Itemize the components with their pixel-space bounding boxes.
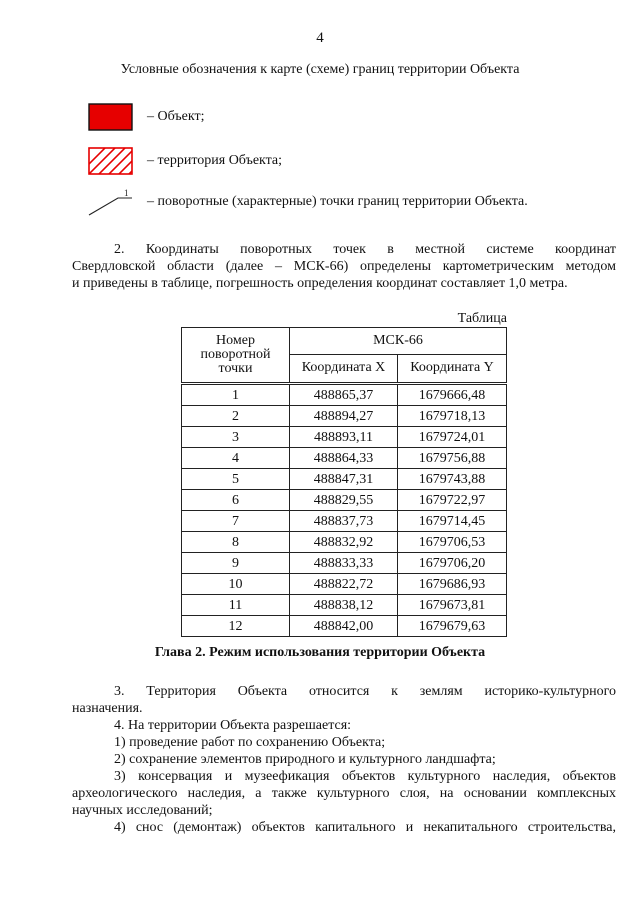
paragraph-3-line-2: назначения. bbox=[72, 701, 143, 716]
cell-coordinate-x: 488832,92 bbox=[290, 532, 398, 553]
table-row bbox=[182, 595, 507, 616]
turning-point-line-icon bbox=[88, 188, 133, 216]
cell-coordinate-x: 488833,33 bbox=[290, 553, 398, 574]
legend-item-object bbox=[88, 101, 204, 133]
coordinates-table bbox=[181, 327, 507, 637]
cell-point-number: 5 bbox=[182, 469, 290, 490]
table-row bbox=[182, 553, 507, 574]
column-group-header-msk66: МСК-66 bbox=[290, 328, 507, 355]
list-item-3-line-3: научных исследований; bbox=[72, 803, 213, 818]
legend-item-territory bbox=[88, 145, 282, 177]
cell-coordinate-y: 1679724,01 bbox=[398, 427, 507, 448]
table-row bbox=[182, 532, 507, 553]
point-number-label: 1 bbox=[124, 188, 129, 198]
column-header-y: Координата Y bbox=[398, 354, 507, 383]
table-row bbox=[182, 490, 507, 511]
chapter-title: Глава 2. Режим использования территории Объекта bbox=[154, 645, 486, 660]
cell-point-number: 8 bbox=[182, 532, 290, 553]
cell-coordinate-x: 488842,00 bbox=[290, 616, 398, 637]
column-header-x: Координата X bbox=[290, 354, 398, 383]
cell-coordinate-y: 1679686,93 bbox=[398, 574, 507, 595]
cell-coordinate-y: 1679718,13 bbox=[398, 406, 507, 427]
paragraph-3-line-1: 3. Территория Объекта относится к землям историко-культурного bbox=[114, 684, 616, 699]
table-row bbox=[182, 574, 507, 595]
cell-coordinate-y: 1679756,88 bbox=[398, 448, 507, 469]
cell-point-number: 1 bbox=[182, 384, 290, 406]
cell-coordinate-x: 488847,31 bbox=[290, 469, 398, 490]
cell-coordinate-y: 1679679,63 bbox=[398, 616, 507, 637]
cell-point-number: 3 bbox=[182, 427, 290, 448]
table-row bbox=[182, 406, 507, 427]
table-row bbox=[182, 616, 507, 637]
table-row bbox=[182, 384, 507, 406]
cell-coordinate-x: 488864,33 bbox=[290, 448, 398, 469]
territory-hatch-icon bbox=[88, 147, 133, 175]
page-number: 4 bbox=[316, 30, 324, 46]
list-item-2: 2) сохранение элементов природного и культурного ландшафта; bbox=[114, 752, 496, 767]
legend-label-object: – Объект; bbox=[147, 109, 205, 124]
cell-coordinate-y: 1679743,88 bbox=[398, 469, 507, 490]
legend-label-territory: – территория Объекта; bbox=[147, 153, 283, 168]
paragraph-2-line-3: и приведены в таблице, погрешность определения координат составляет 1,0 метра. bbox=[72, 276, 568, 291]
cell-point-number: 9 bbox=[182, 553, 290, 574]
cell-coordinate-y: 1679666,48 bbox=[398, 384, 507, 406]
cell-point-number: 7 bbox=[182, 511, 290, 532]
table-row bbox=[182, 469, 507, 490]
table-row bbox=[182, 427, 507, 448]
table-body bbox=[182, 384, 507, 637]
cell-coordinate-x: 488894,27 bbox=[290, 406, 398, 427]
object-symbol-icon bbox=[88, 103, 133, 131]
cell-coordinate-x: 488822,72 bbox=[290, 574, 398, 595]
paragraph-4: 4. На территории Объекта разрешается: bbox=[114, 718, 352, 733]
paragraph-2-line-1: 2. Координаты поворотных точек в местной системе координат bbox=[114, 242, 616, 257]
legend-title: Условные обозначения к карте (схеме) границ территории Объекта bbox=[120, 62, 520, 77]
list-item-4: 4) снос (демонтаж) объектов капитального и некапитального строительства, bbox=[114, 820, 616, 835]
list-item-3-line-2: археологического наследия, а также культурного слоя, на основании комплексных bbox=[72, 786, 616, 801]
cell-point-number: 6 bbox=[182, 490, 290, 511]
cell-coordinate-x: 488865,37 bbox=[290, 384, 398, 406]
cell-coordinate-x: 488893,11 bbox=[290, 427, 398, 448]
list-item-3-line-1: 3) консервация и музеефикация объектов культурного наследия, объектов bbox=[114, 769, 616, 784]
cell-point-number: 4 bbox=[182, 448, 290, 469]
cell-coordinate-x: 488829,55 bbox=[290, 490, 398, 511]
cell-point-number: 11 bbox=[182, 595, 290, 616]
cell-coordinate-y: 1679722,97 bbox=[398, 490, 507, 511]
table-row bbox=[182, 511, 507, 532]
legend-label-points: – поворотные (характерные) точки границ территории Объекта. bbox=[147, 194, 528, 209]
cell-coordinate-y: 1679673,81 bbox=[398, 595, 507, 616]
cell-coordinate-x: 488837,73 bbox=[290, 511, 398, 532]
cell-coordinate-y: 1679706,20 bbox=[398, 553, 507, 574]
column-header-point-number: Номер поворотной точки bbox=[182, 328, 290, 384]
cell-point-number: 12 bbox=[182, 616, 290, 637]
cell-coordinate-y: 1679706,53 bbox=[398, 532, 507, 553]
table-row bbox=[182, 448, 507, 469]
legend-item-points bbox=[88, 186, 528, 218]
cell-point-number: 2 bbox=[182, 406, 290, 427]
table-caption: Таблица bbox=[457, 311, 507, 326]
cell-coordinate-x: 488838,12 bbox=[290, 595, 398, 616]
list-item-1: 1) проведение работ по сохранению Объекта; bbox=[114, 735, 386, 750]
cell-point-number: 10 bbox=[182, 574, 290, 595]
paragraph-2-line-2: Свердловской области (далее – МСК-66) определены картометрическим методом bbox=[72, 259, 616, 274]
cell-coordinate-y: 1679714,45 bbox=[398, 511, 507, 532]
